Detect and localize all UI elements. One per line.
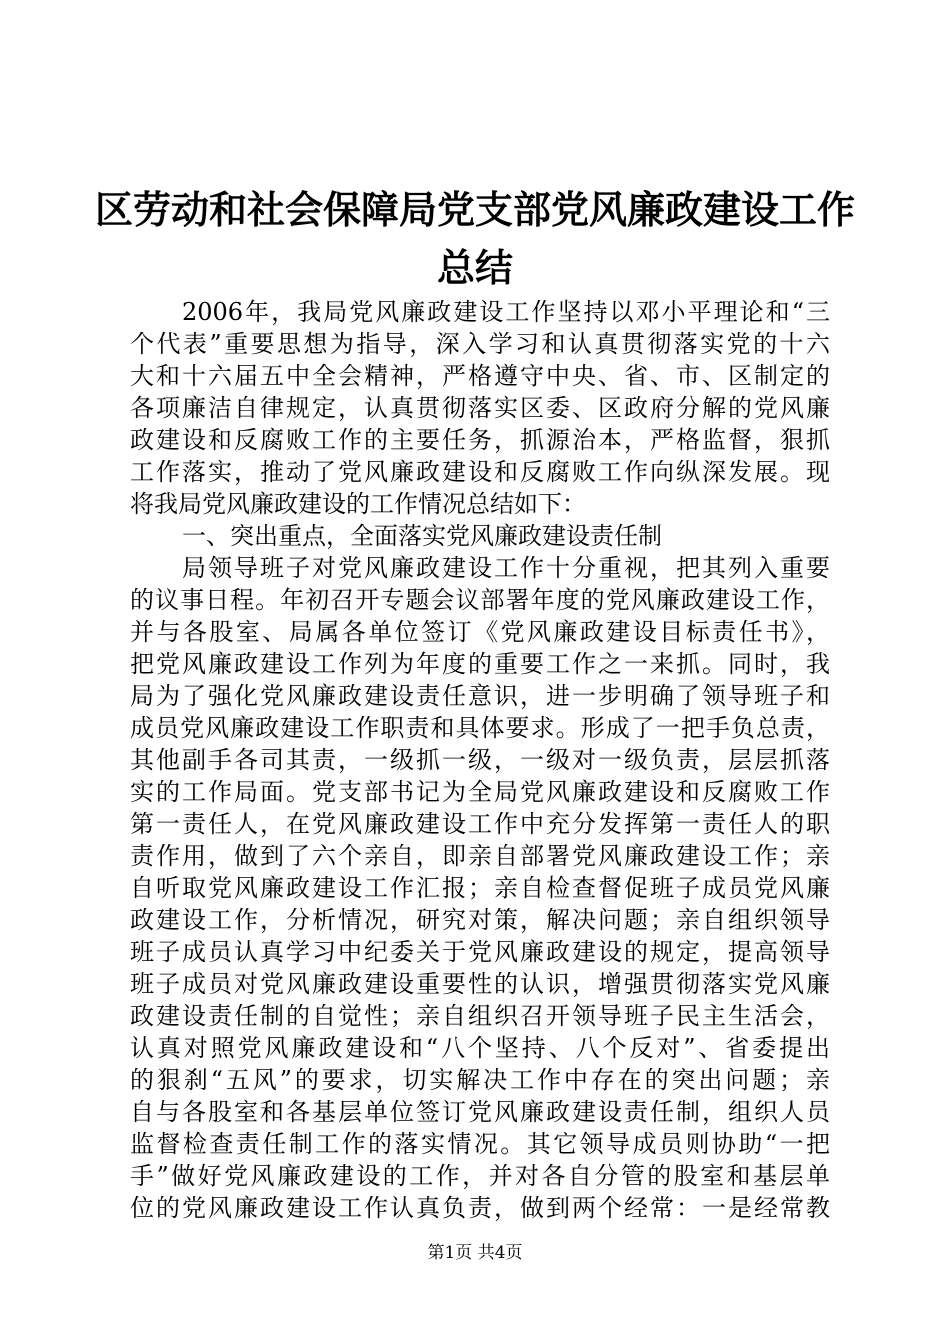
body-line: 并与各股室、局属各单位签订《党风廉政建设目标责任书》，: [130, 618, 830, 646]
body-line: 实的工作局面。党支部书记为全局党风廉政建设和反腐败工作: [130, 778, 830, 806]
body-line: 2006年，我局党风廉政建设工作坚持以邓小平理论和“三: [182, 298, 830, 326]
body-line: 监督检查责任制工作的落实情况。其它领导成员则协助“一把: [130, 1130, 830, 1158]
body-line: 工作落实，推动了党风廉政建设和反腐败工作向纵深发展。现: [130, 458, 830, 486]
body-line: 的狠刹“五风”的要求，切实解决工作中存在的突出问题；亲: [130, 1066, 830, 1094]
body-line: 的议事日程。年初召开专题会议部署年度的党风廉政建设工作，: [130, 586, 830, 614]
document-title-line-1: 区劳动和社会保障局党支部党风廉政建设工作: [94, 188, 855, 232]
document-title-line-2: 总结: [436, 246, 513, 290]
page-footer-page-number: 第1页 共4页: [427, 1243, 523, 1263]
body-line: 局为了强化党风廉政建设责任意识，进一步明确了领导班子和: [130, 682, 830, 710]
body-line: 政建设责任制的自觉性；亲自组织召开领导班子民主生活会，: [130, 1002, 830, 1030]
body-line: 成员党风廉政建设工作职责和具体要求。形成了一把手负总责，: [130, 714, 830, 742]
body-line: 第一责任人，在党风廉政建设工作中充分发挥第一责任人的职: [130, 810, 830, 838]
body-line: 大和十六届五中全会精神，严格遵守中央、省、市、区制定的: [130, 362, 830, 390]
body-line: 自听取党风廉政建设工作汇报；亲自检查督促班子成员党风廉: [130, 874, 830, 902]
body-line: 认真对照党风廉政建设和“八个坚持、八个反对”、省委提出: [130, 1034, 830, 1062]
body-line: 把党风廉政建设工作列为年度的重要工作之一来抓。同时，我: [130, 650, 830, 678]
body-line: 局领导班子对党风廉政建设工作十分重视，把其列入重要: [182, 554, 830, 582]
body-line: 位的党风廉政建设工作认真负责，做到两个经常：一是经常教: [130, 1194, 830, 1222]
body-line: 班子成员对党风廉政建设重要性的认识，增强贯彻落实党风廉: [130, 970, 830, 998]
body-line: 将我局党风廉政建设的工作情况总结如下：: [130, 490, 586, 518]
body-line: 政建设工作，分析情况，研究对策，解决问题；亲自组织领导: [130, 906, 830, 934]
body-line: 自与各股室和各基层单位签订党风廉政建设责任制，组织人员: [130, 1098, 830, 1126]
body-line: 各项廉洁自律规定，认真贯彻落实区委、区政府分解的党风廉: [130, 394, 830, 422]
body-line: 班子成员认真学习中纪委关于党风廉政建设的规定，提高领导: [130, 938, 830, 966]
body-line: 政建设和反腐败工作的主要任务，抓源治本，严格监督，狠抓: [130, 426, 830, 454]
body-line: 责作用，做到了六个亲自，即亲自部署党风廉政建设工作；亲: [130, 842, 830, 870]
body-line: 手”做好党风廉政建设的工作，并对各自分管的股室和基层单: [130, 1162, 830, 1190]
section-heading: 一、突出重点，全面落实党风廉政建设责任制: [182, 522, 662, 550]
body-line: 其他副手各司其责，一级抓一级，一级对一级负责，层层抓落: [130, 746, 830, 774]
document-body: [130, 296, 830, 1224]
body-line: 个代表”重要思想为指导，深入学习和认真贯彻落实党的十六: [130, 330, 830, 358]
